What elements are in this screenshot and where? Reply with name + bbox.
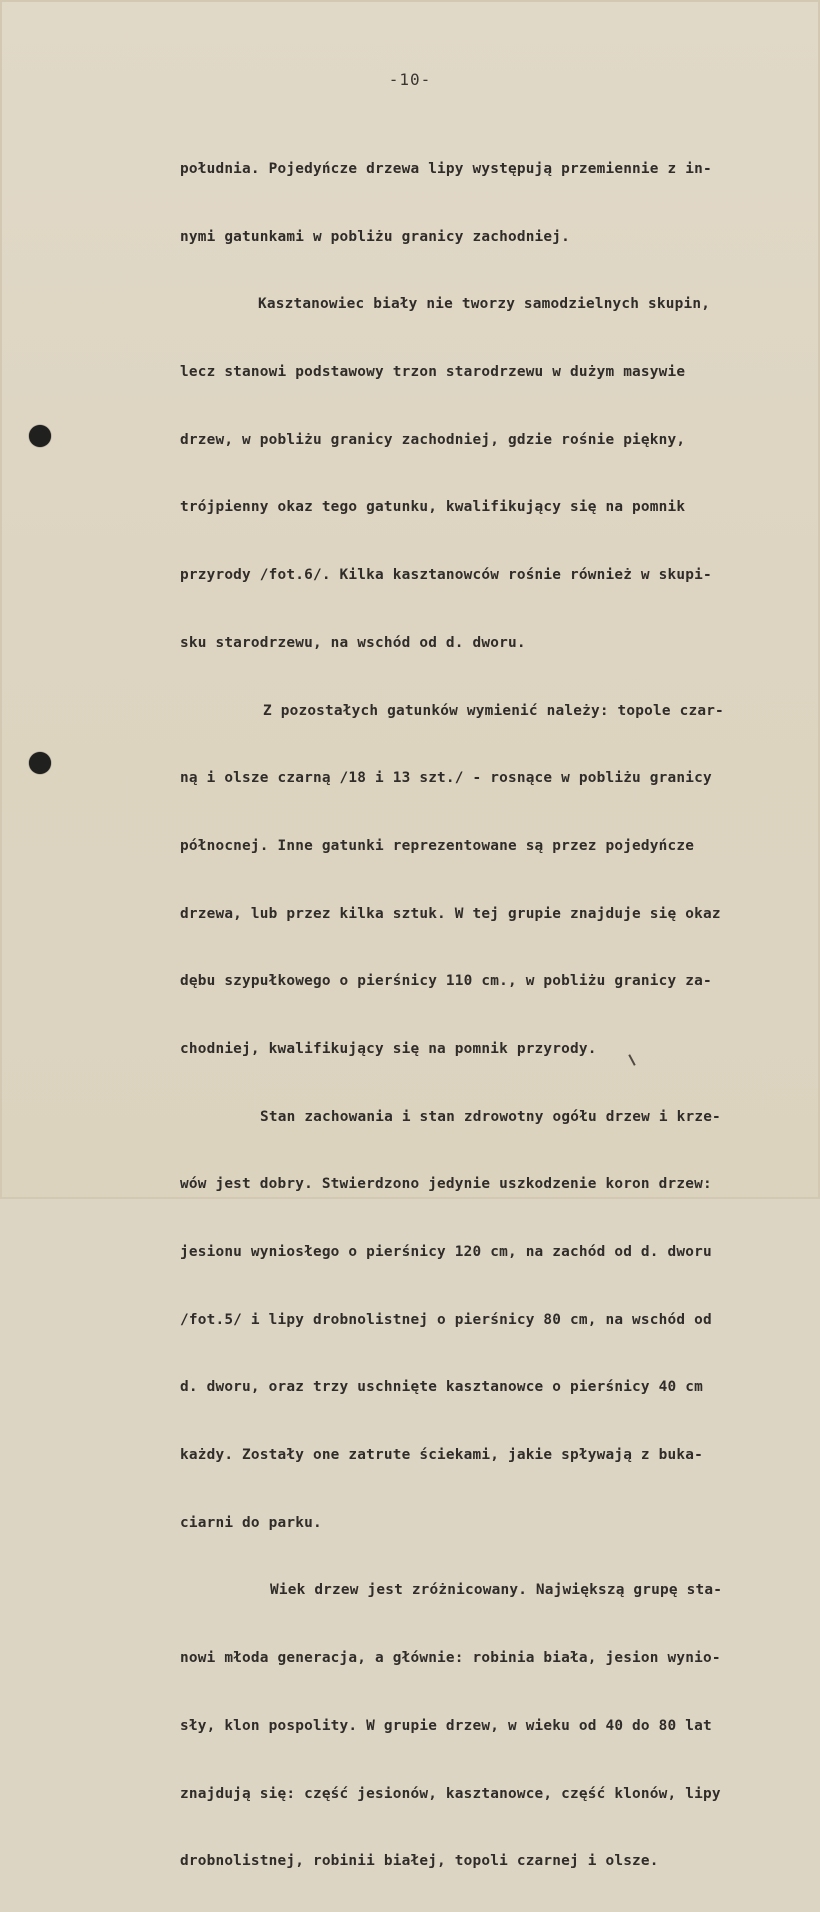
- text-line-22: Wiek drzew jest zróżnicowany. Największą grupę sta-: [270, 1582, 723, 1599]
- text-line-19: d. dworu, oraz trzy uschnięte kasztanowce o pierśnicy 40 cm: [180, 1379, 703, 1396]
- text-line-7: przyrody /fot.6/. Kilka kasztanowców rośnie również w skupi-: [180, 567, 712, 584]
- text-line-8: sku starodrzewu, na wschód od d. dworu.: [180, 634, 526, 651]
- text-line-24: sły, klon pospolity. W grupie drzew, w wieku od 40 do 80 lat: [180, 1717, 712, 1734]
- body-text: [180, 120, 790, 1912]
- text-line-3: Kasztanowiec biały nie tworzy samodzielnych skupin,: [258, 296, 711, 313]
- text-line-13: dębu szypułkowego o pierśnicy 110 cm., w pobliżu granicy za-: [180, 973, 712, 990]
- page-number: -10-: [388, 70, 432, 89]
- text-line-10: ną i olsze czarną /18 i 13 szt./ - rosnące w pobliżu granicy: [180, 770, 712, 787]
- text-line-5: drzew, w pobliżu granicy zachodniej, gdzie rośnie piękny,: [180, 431, 686, 448]
- text-line-1: południa. Pojedyńcze drzewa lipy występują przemiennie z in-: [180, 161, 712, 177]
- text-line-2: nymi gatunkami w pobliżu granicy zachodniej.: [180, 228, 571, 245]
- punch-hole: [29, 752, 51, 774]
- text-line-6: trójpienny okaz tego gatunku, kwalifikujący się na pomnik: [180, 499, 686, 516]
- punch-hole: [29, 425, 51, 447]
- text-line-26: drobnolistnej, robinii białej, topoli czarnej i olsze.: [180, 1853, 659, 1870]
- text-line-12: drzewa, lub przez kilka sztuk. W tej grupie znajduje się okaz: [180, 905, 721, 922]
- text-line-17: jesionu wyniosłego o pierśnicy 120 cm, na zachód od d. dworu: [180, 1244, 712, 1260]
- text-line-4: lecz stanowi podstawowy trzon starodrzewu w dużym masywie: [180, 364, 686, 381]
- text-line-20: każdy. Zostały one zatrute ściekami, jakie spływają z buka-: [180, 1447, 703, 1464]
- text-line-18: /fot.5/ i lipy drobnolistnej o pierśnicy 80 cm, na wschód od: [180, 1311, 712, 1328]
- text-line-25: znajdują się: część jesionów, kasztanowce, część klonów, lipy: [180, 1785, 721, 1802]
- text-line-23: nowi młoda generacja, a głównie: robinia biała, jesion wynio-: [180, 1650, 721, 1667]
- text-line-16: wów jest dobry. Stwierdzono jedynie uszkodzenie koron drzew:: [180, 1176, 712, 1193]
- text-line-21: ciarni do parku.: [180, 1514, 322, 1531]
- text-line-14: chodniej, kwalifikujący się na pomnik przyrody.: [180, 1040, 597, 1057]
- text-line-9: Z pozostałych gatunków wymienić należy: topole czar-: [263, 702, 724, 719]
- text-line-11: północnej. Inne gatunki reprezentowane są przez pojedyńcze: [180, 837, 695, 854]
- text-line-15: Stan zachowania i stan zdrowotny ogółu drzew i krze-: [260, 1108, 721, 1125]
